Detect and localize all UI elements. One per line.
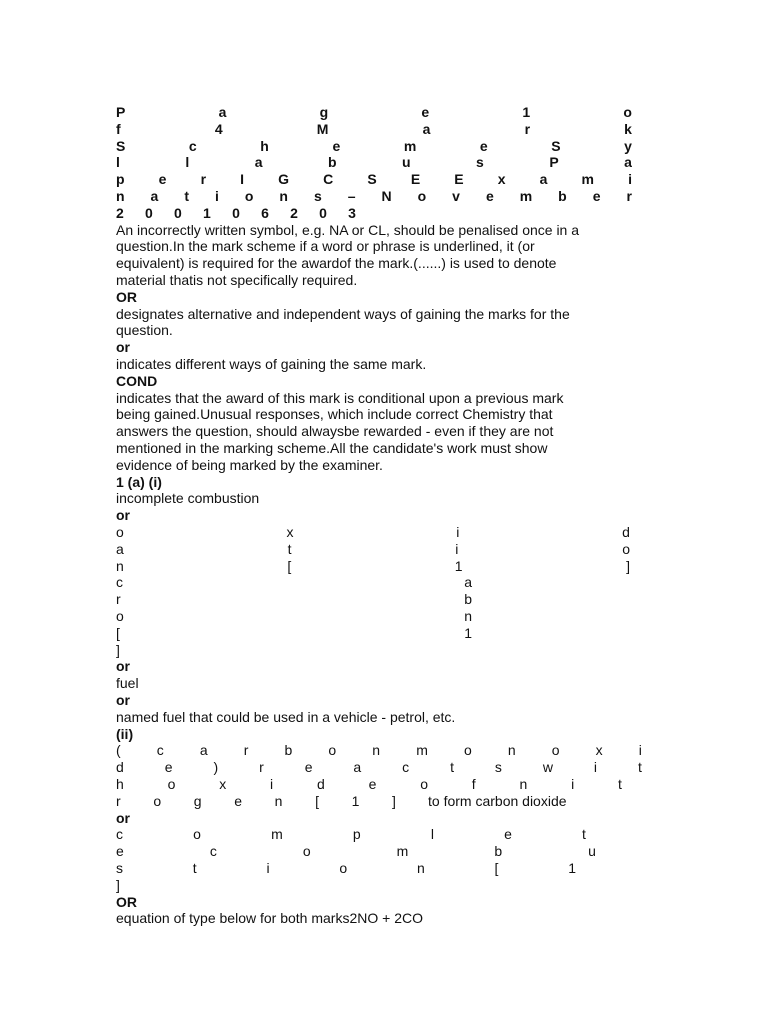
glyph: e: [368, 776, 377, 792]
glyph: b: [464, 591, 472, 607]
glyph: r: [243, 742, 249, 758]
intro-paragraph-line: question.: [116, 322, 173, 338]
glyph: t: [618, 776, 622, 792]
glyph: n: [372, 742, 381, 758]
glyph: c: [116, 574, 123, 590]
glyph: r: [116, 591, 121, 607]
glyph: a: [464, 574, 472, 590]
glyph: c: [402, 759, 410, 775]
glyph: [: [494, 860, 499, 876]
glyph: 2: [116, 205, 124, 221]
glyph: i: [266, 860, 270, 876]
intro-paragraph-line: being gained.Unusual responses, which include correct Chemistry that: [116, 406, 553, 422]
glyph: b: [327, 154, 337, 170]
glyph: p: [116, 171, 125, 187]
glyph: n: [274, 793, 283, 809]
intro-paragraph-line: question.In the mark scheme if a word or phrase is underlined, it (or: [116, 238, 535, 254]
glyph: I: [240, 171, 245, 187]
glyph: c: [188, 138, 197, 154]
header-title-row: [116, 188, 632, 205]
glyph: x: [219, 776, 227, 792]
glyph: b: [494, 843, 503, 859]
glyph: i: [593, 759, 598, 775]
glyph: [: [287, 558, 292, 574]
glyph: a: [218, 104, 227, 120]
glyph: 6: [261, 205, 269, 221]
glyph: b: [558, 188, 567, 204]
spread-glyphs: [116, 793, 396, 810]
or-alternative-label: OR: [116, 289, 137, 305]
glyph: u: [402, 154, 411, 170]
glyph: P: [116, 104, 126, 120]
glyph: e: [234, 793, 242, 809]
glyph: E: [454, 171, 464, 187]
spread-answer-row: [116, 608, 472, 625]
glyph: u: [588, 843, 596, 859]
glyph: e: [479, 138, 488, 154]
glyph: i: [571, 776, 575, 792]
header-title-row: [116, 205, 356, 222]
glyph: ]: [116, 642, 120, 658]
glyph: 1: [464, 625, 472, 641]
glyph: –: [347, 188, 356, 204]
glyph: c: [116, 826, 123, 842]
glyph: i: [455, 541, 459, 557]
glyph: o: [551, 742, 560, 758]
glyph: s: [494, 759, 502, 775]
glyph: 1: [203, 205, 211, 221]
glyph: t: [184, 188, 189, 204]
glyph: e: [116, 843, 124, 859]
glyph: a: [539, 171, 548, 187]
glyph: n: [464, 608, 472, 624]
intro-paragraph-line: indicates that the award of this mark is conditional upon a previous mark: [116, 390, 564, 406]
glyph: a: [150, 188, 159, 204]
answer-line: equation of type below for both marks2NO + 2CO: [116, 910, 423, 926]
glyph: 0: [319, 205, 327, 221]
glyph: p: [352, 826, 361, 842]
glyph: 1: [522, 104, 531, 120]
glyph: b: [284, 742, 293, 758]
spread-answer-row: [116, 642, 126, 659]
glyph: o: [244, 188, 254, 204]
spread-answer-row: [116, 877, 126, 894]
glyph: l: [116, 154, 120, 170]
glyph: o: [302, 843, 311, 859]
glyph: o: [153, 793, 162, 809]
glyph: n: [279, 188, 288, 204]
glyph: d: [116, 759, 124, 775]
spread-answer-row: [116, 574, 472, 591]
glyph: o: [623, 104, 632, 120]
glyph: E: [410, 171, 421, 187]
glyph: 0: [145, 205, 153, 221]
intro-paragraph-line: indicates different ways of gaining the same mark.: [116, 356, 427, 372]
glyph: e: [421, 104, 430, 120]
glyph: o: [167, 776, 176, 792]
glyph: a: [624, 154, 632, 170]
glyph: o: [116, 524, 124, 540]
glyph: P: [549, 154, 559, 170]
glyph: i: [628, 171, 632, 187]
glyph: g: [319, 104, 329, 120]
spread-answer-row: [116, 524, 630, 541]
spread-answer-row: [116, 793, 632, 810]
glyph: C: [323, 171, 334, 187]
glyph: m: [519, 188, 533, 204]
glyph: r: [626, 188, 632, 204]
intro-paragraph-line: evidence of being marked by the examiner.: [116, 457, 383, 473]
glyph: 1: [454, 558, 463, 574]
header-title-row: [116, 171, 632, 188]
glyph: s: [476, 154, 484, 170]
glyph: o: [420, 776, 428, 792]
glyph: n: [416, 860, 425, 876]
glyph: l: [430, 826, 434, 842]
glyph: o: [339, 860, 348, 876]
spread-answer-row: [116, 776, 622, 793]
glyph: f: [116, 121, 121, 137]
or-label: or: [116, 658, 130, 674]
spread-answer-row: [116, 541, 630, 558]
glyph: M: [316, 121, 329, 137]
glyph: e: [592, 188, 601, 204]
glyph: 2: [290, 205, 298, 221]
glyph: a: [199, 742, 208, 758]
glyph: s: [116, 860, 123, 876]
answer-tail-text: to form carbon dioxide: [428, 793, 567, 809]
glyph: o: [193, 826, 201, 842]
glyph: (: [116, 742, 121, 758]
answer-line: fuel: [116, 675, 139, 691]
glyph: n: [116, 558, 124, 574]
glyph: e: [485, 188, 494, 204]
spread-answer-row: [116, 759, 642, 776]
header-title-row: [116, 154, 632, 171]
glyph: t: [582, 826, 586, 842]
glyph: [: [315, 793, 319, 809]
glyph: x: [286, 524, 294, 540]
glyph: o: [463, 742, 472, 758]
glyph: ]: [626, 558, 630, 574]
glyph: t: [637, 759, 642, 775]
glyph: 0: [174, 205, 182, 221]
glyph: [: [116, 625, 120, 641]
glyph: f: [471, 776, 476, 792]
glyph: S: [116, 138, 126, 154]
glyph: x: [497, 171, 506, 187]
glyph: S: [551, 138, 561, 154]
glyph: o: [328, 742, 337, 758]
glyph: o: [116, 608, 124, 624]
glyph: i: [456, 524, 460, 540]
intro-paragraph-line: material thatis not specifically required.: [116, 272, 358, 288]
glyph: G: [278, 171, 290, 187]
glyph: e: [332, 138, 341, 154]
glyph: N: [381, 188, 392, 204]
glyph: h: [260, 138, 269, 154]
glyph: r: [116, 793, 121, 809]
glyph: x: [595, 742, 603, 758]
glyph: d: [622, 524, 630, 540]
header-title-row: [116, 104, 632, 121]
glyph: 1: [351, 793, 360, 809]
glyph: i: [214, 188, 219, 204]
glyph: m: [271, 826, 283, 842]
glyph: m: [396, 843, 409, 859]
glyph: 0: [232, 205, 240, 221]
glyph: v: [452, 188, 460, 204]
sub-question-heading: (ii): [116, 726, 134, 742]
glyph: a: [353, 759, 362, 775]
glyph: 3: [348, 205, 356, 221]
glyph: t: [450, 759, 454, 775]
glyph: 4: [214, 121, 223, 137]
answer-line: named fuel that could be used in a vehicle - petrol, etc.: [116, 709, 456, 725]
glyph: n: [507, 742, 516, 758]
glyph: ): [213, 759, 219, 775]
glyph: n: [116, 188, 125, 204]
intro-paragraph-line: mentioned in the marking scheme.All the candidate's work must show: [116, 440, 548, 456]
cond-label: COND: [116, 373, 158, 389]
spread-answer-row: [116, 826, 586, 843]
glyph: k: [624, 121, 632, 137]
intro-paragraph-line: answers the question, should alwaysbe rewarded - even if they are not: [116, 423, 554, 439]
spread-answer-row: [116, 591, 472, 608]
glyph: n: [519, 776, 528, 792]
glyph: m: [581, 171, 594, 187]
header-title-row: [116, 138, 632, 155]
glyph: e: [164, 759, 173, 775]
glyph: s: [313, 188, 322, 204]
or-label: or: [116, 810, 130, 826]
glyph: S: [367, 171, 377, 187]
glyph: r: [524, 121, 531, 137]
glyph: l: [185, 154, 190, 170]
glyph: o: [417, 188, 427, 204]
intro-paragraph-line: designates alternative and independent ways of gaining the marks for the: [116, 306, 570, 322]
glyph: h: [116, 776, 124, 792]
glyph: d: [316, 776, 325, 792]
glyph: i: [270, 776, 274, 792]
glyph: t: [192, 860, 197, 876]
glyph: m: [403, 138, 417, 154]
glyph: t: [287, 541, 292, 557]
glyph: r: [259, 759, 264, 775]
glyph: c: [209, 843, 217, 859]
glyph: a: [116, 541, 124, 557]
glyph: r: [200, 171, 207, 187]
spread-answer-row: [116, 742, 642, 759]
answer-line: incomplete combustion: [116, 490, 260, 506]
glyph: e: [158, 171, 167, 187]
intro-paragraph-line: equivalent) is required for the awardof the mark.(......) is used to denote: [116, 255, 557, 271]
glyph: i: [638, 742, 642, 758]
glyph: o: [622, 541, 630, 557]
glyph: e: [504, 826, 512, 842]
spread-answer-row: [116, 860, 576, 877]
intro-paragraph-line: An incorrectly written symbol, e.g. NA or CL, should be penalised once in a: [116, 222, 580, 238]
question-heading: 1 (a) (i): [116, 474, 162, 490]
or-label: or: [116, 339, 130, 355]
or-label: or: [116, 507, 130, 523]
glyph: e: [304, 759, 313, 775]
spread-answer-row: [116, 843, 596, 860]
glyph: m: [416, 742, 428, 758]
or-alternative-label: OR: [116, 894, 137, 910]
glyph: c: [156, 742, 164, 758]
spread-answer-row: [116, 558, 630, 575]
glyph: w: [542, 759, 553, 775]
glyph: y: [624, 138, 632, 154]
spread-answer-row: [116, 625, 472, 642]
glyph: a: [254, 154, 263, 170]
or-label: or: [116, 692, 130, 708]
glyph: ]: [116, 877, 120, 893]
header-title-row: [116, 121, 632, 138]
glyph: g: [193, 793, 202, 809]
glyph: 1: [568, 860, 576, 876]
glyph: ]: [392, 793, 396, 809]
glyph: a: [422, 121, 431, 137]
